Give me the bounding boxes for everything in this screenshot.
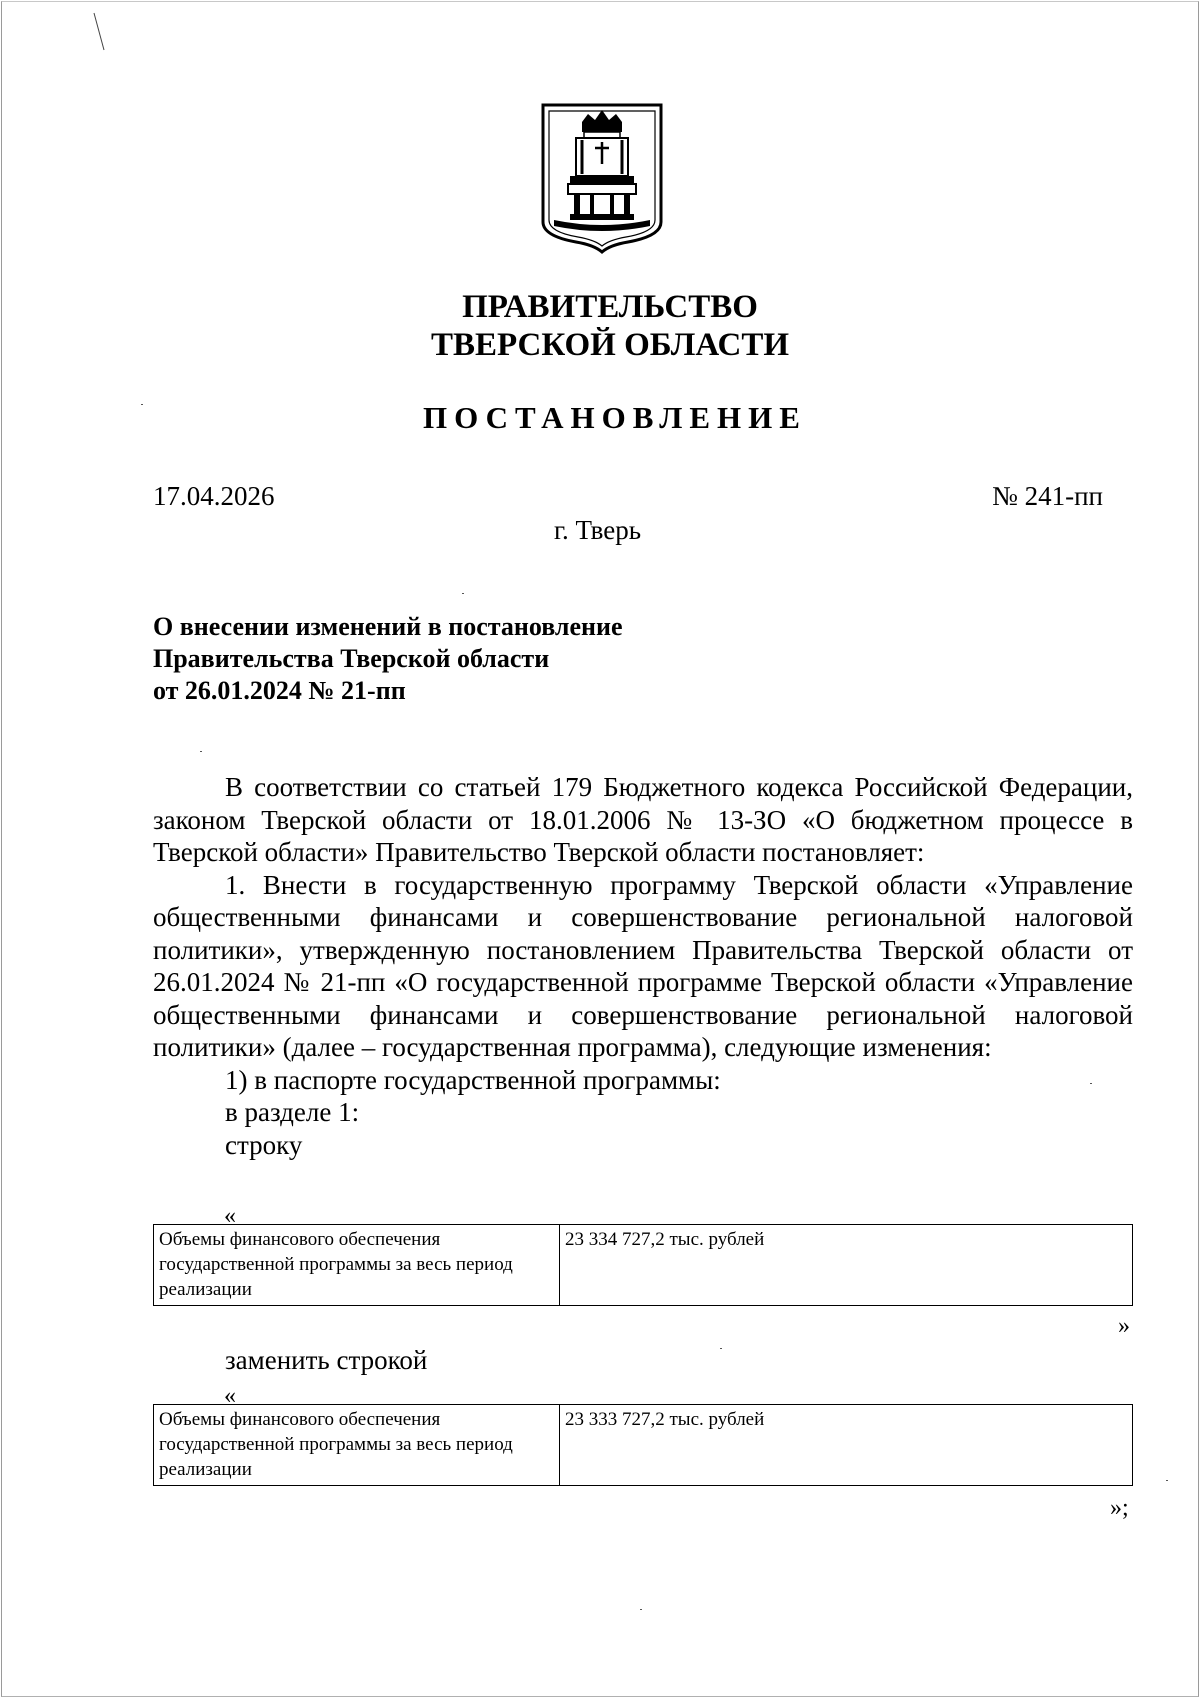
scan-speck: [1090, 1083, 1092, 1084]
body-paragraph-preamble: В соответствии со статьей 179 Бюджетного кодекса Российской Федерации, законом Тверской области от 18.01.2006 № 13-ЗО «О бюджетном процессе в Тверской области» Правительство Тверской области постановляет:: [153, 772, 1133, 867]
table-cell-label: Объемы финансового обеспечения государственной программы за весь период реализации: [154, 1405, 560, 1486]
table-new-close-quote: »;: [1110, 1495, 1129, 1521]
table-row: [154, 1405, 1133, 1486]
document-body: [153, 771, 1133, 1161]
body-paragraph-item1: 1. Внести в государственную программу Тверской области «Управление общественными финансами и совершенствование региональной налоговой политики», утвержденную постановлением Правительства Тверской области от 26.01.2024 № 21-пп «О государственной программе Тверской области «Управление общественными финансами и совершенствование региональной налоговой политики» (далее – государственная программа), следующие изменения:: [153, 869, 1133, 1062]
finance-table-new: [153, 1404, 1133, 1486]
government-title-line2: ТВЕРСКОЙ ОБЛАСТИ: [430, 327, 790, 363]
replace-instruction: заменить строкой: [225, 1345, 428, 1375]
government-title-line1: ПРАВИТЕЛЬСТВО: [462, 289, 758, 325]
table-cell-value: 23 333 727,2 тыс. рублей: [560, 1405, 1133, 1486]
table-cell-value: 23 334 727,2 тыс. рублей: [560, 1225, 1133, 1306]
table-old-close-quote: »: [1118, 1313, 1130, 1339]
body-line-passport: 1) в паспорте государственной программы:: [225, 1064, 721, 1095]
document-date: 17.04.2026: [153, 481, 275, 511]
scan-speck: [640, 1609, 642, 1610]
scan-artifact-mark: [92, 12, 106, 52]
subject-line: от 26.01.2024 № 21-пп: [153, 676, 406, 705]
body-line-section: в разделе 1:: [225, 1097, 360, 1127]
scan-speck: [462, 593, 464, 594]
document-type-title: ПОСТАНОВЛЕНИЕ: [423, 400, 807, 435]
scan-speck: [1166, 1480, 1168, 1481]
subject-line: О внесении изменений в постановление: [153, 612, 623, 641]
document-city: г. Тверь: [553, 515, 642, 545]
tver-coat-of-arms-icon: [540, 102, 664, 254]
government-title: [0, 288, 1200, 364]
table-new-open-quote: «: [224, 1383, 236, 1409]
scan-speck: [141, 404, 143, 405]
subject-line: Правительства Тверской области: [153, 644, 550, 673]
scan-speck: [720, 1348, 722, 1349]
table-row: [154, 1225, 1133, 1306]
document-number: № 241-пп: [992, 481, 1103, 511]
document-subject: [153, 611, 623, 707]
table-old-open-quote: «: [224, 1203, 236, 1229]
body-line-row: строку: [225, 1129, 303, 1160]
scan-speck: [200, 751, 202, 752]
table-cell-label: Объемы финансового обеспечения государственной программы за весь период реализации: [154, 1225, 560, 1306]
finance-table-old: [153, 1224, 1133, 1306]
